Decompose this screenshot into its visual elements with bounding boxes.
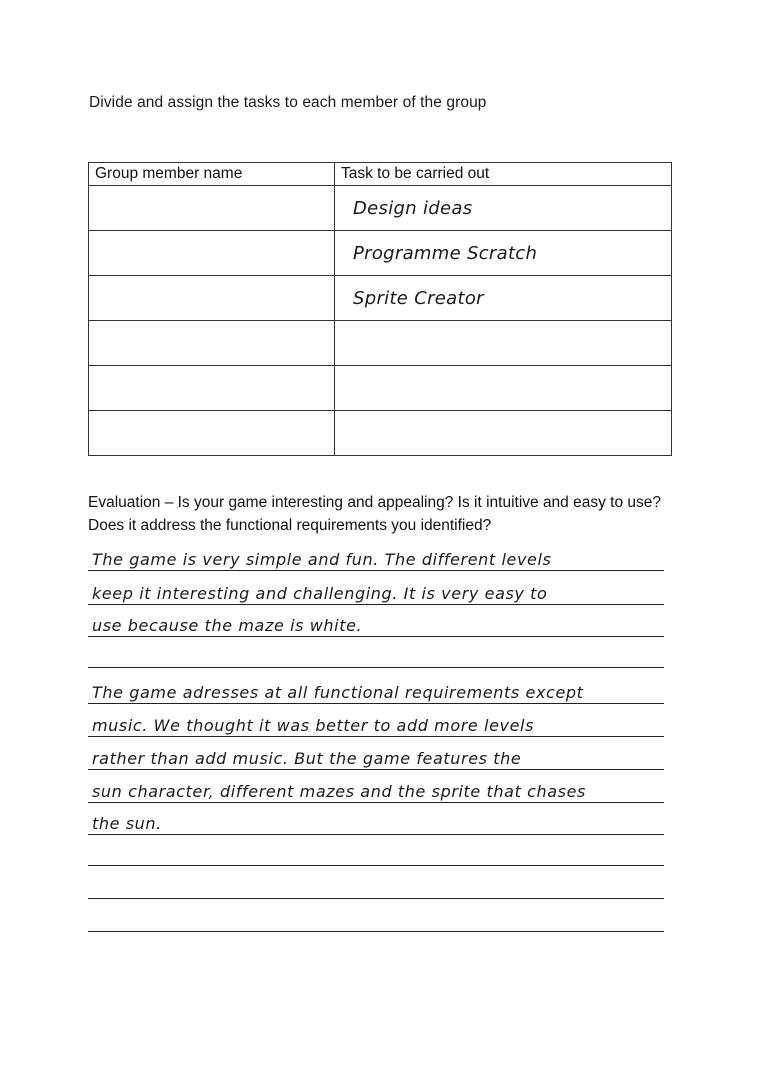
answer-line — [88, 582, 664, 605]
table-row — [89, 366, 672, 411]
member-cell — [89, 231, 335, 276]
table-row — [89, 186, 672, 231]
answer-line — [88, 909, 664, 932]
answer-line-text: sun character, different mazes and the sprite that chases — [92, 782, 586, 801]
member-cell — [89, 411, 335, 456]
evaluation-question: Evaluation – Is your game interesting and appealing? Is it intuitive and easy to use? Does it address the functional requirements you identified? — [88, 494, 662, 534]
table-row — [89, 231, 672, 276]
member-cell — [89, 321, 335, 366]
table-row — [89, 411, 672, 456]
task-cell — [335, 411, 672, 456]
answer-line — [88, 780, 664, 803]
handwritten-task: Design ideas — [353, 197, 473, 219]
member-cell — [89, 276, 335, 321]
answer-line — [88, 812, 664, 835]
answer-line — [88, 747, 664, 770]
answer-line — [88, 876, 664, 899]
instruction-text: Divide and assign the tasks to each member of the group — [89, 94, 487, 111]
answer-line-text: use because the maze is white. — [92, 616, 363, 635]
answer-line — [88, 614, 664, 637]
task-cell — [335, 366, 672, 411]
member-cell — [89, 186, 335, 231]
table-row — [89, 321, 672, 366]
column-header-task: Task to be carried out — [335, 163, 672, 186]
answer-line-text: The game adresses at all functional requirements except — [92, 683, 584, 702]
answer-line-text: keep it interesting and challenging. It is very easy to — [92, 584, 548, 603]
table-header-row — [89, 163, 672, 186]
table-row — [89, 276, 672, 321]
handwritten-task: Sprite Creator — [353, 287, 484, 309]
task-assignment-table — [88, 162, 672, 456]
answer-line — [88, 548, 664, 571]
answer-line-text: music. We thought it was better to add more levels — [92, 716, 535, 735]
answer-line — [88, 714, 664, 737]
task-cell — [335, 186, 672, 231]
task-cell — [335, 321, 672, 366]
task-cell — [335, 231, 672, 276]
column-header-member: Group member name — [89, 163, 335, 186]
answer-line-text: The game is very simple and fun. The different levels — [92, 550, 552, 569]
task-cell — [335, 276, 672, 321]
handwritten-task: Programme Scratch — [353, 242, 538, 264]
answer-line-text: the sun. — [92, 814, 162, 833]
answer-line — [88, 645, 664, 668]
answer-line — [88, 681, 664, 704]
member-cell — [89, 366, 335, 411]
answer-line-text: rather than add music. But the game features the — [92, 749, 522, 768]
answer-line — [88, 843, 664, 866]
